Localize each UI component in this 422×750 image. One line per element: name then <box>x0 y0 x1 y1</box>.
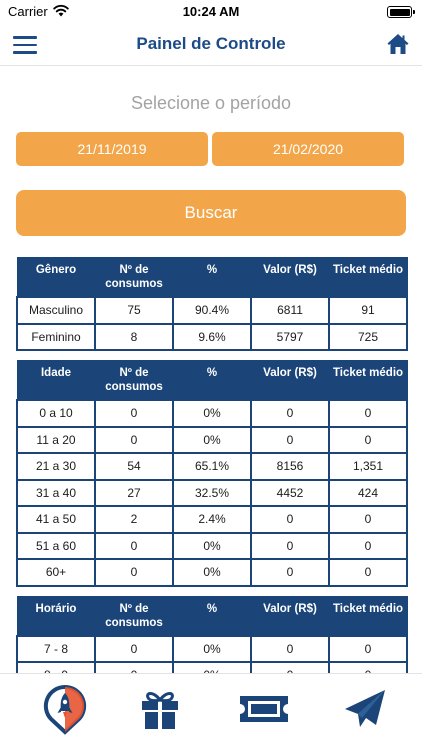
table-cell: 91 <box>329 297 407 324</box>
table-cell: 0% <box>173 636 251 663</box>
table-header: % <box>173 596 251 636</box>
table-cell: 725 <box>329 324 407 351</box>
table-cell: 0 a 10 <box>17 400 95 427</box>
table-cell: 0 <box>251 636 329 663</box>
table-row <box>17 427 407 454</box>
table-row <box>17 533 407 560</box>
table-cell: 0 <box>95 427 173 454</box>
table-cell: 0% <box>173 400 251 427</box>
table-cell: 0 <box>251 427 329 454</box>
start-date-button[interactable]: 21/11/2019 <box>16 132 208 166</box>
table-cell: 51 a 60 <box>17 533 95 560</box>
table-cell: 90.4% <box>173 297 251 324</box>
home-icon[interactable] <box>386 32 410 56</box>
table-cell: 0 <box>329 533 407 560</box>
table-cell: 0% <box>173 427 251 454</box>
table-header: Nº de consumos <box>95 596 173 636</box>
table-cell: Feminino <box>17 324 95 351</box>
table-cell: 0% <box>173 559 251 586</box>
table-header: Valor (R$) <box>251 596 329 636</box>
table-cell: 0 <box>329 636 407 663</box>
table-cell: 41 a 50 <box>17 506 95 533</box>
table-row <box>17 400 407 427</box>
table-header: Horário <box>17 596 95 636</box>
table-header: Nº de consumos <box>95 360 173 400</box>
table-cell: 54 <box>95 453 173 480</box>
table-cell: 0 <box>251 506 329 533</box>
table-row <box>17 559 407 586</box>
table-cell: 0 <box>251 400 329 427</box>
table-cell: 5797 <box>251 324 329 351</box>
table-cell: 8 <box>95 324 173 351</box>
tab-tickets[interactable] <box>239 684 289 734</box>
table-row <box>17 636 407 663</box>
table-header: Nº de consumos <box>95 257 173 297</box>
table-cell: 0% <box>173 533 251 560</box>
table-header: Valor (R$) <box>251 360 329 400</box>
table-header: Ticket médio <box>329 360 407 400</box>
clock-time: 10:24 AM <box>182 4 240 19</box>
table-row <box>17 297 407 324</box>
table-cell: 27 <box>95 480 173 507</box>
table-cell: 0 <box>329 400 407 427</box>
gift-icon <box>138 687 182 731</box>
carrier-label: Carrier <box>8 4 48 19</box>
reports-scroll-area[interactable] <box>16 257 406 673</box>
table-header: Valor (R$) <box>251 257 329 297</box>
ticket-icon <box>238 693 290 725</box>
table-cell: 4452 <box>251 480 329 507</box>
table-cell: 0 <box>95 400 173 427</box>
battery-icon <box>387 6 412 18</box>
table-header-row <box>17 596 407 636</box>
table-cell: 11 a 20 <box>17 427 95 454</box>
status-bar <box>0 0 422 24</box>
table-cell: 0 <box>329 427 407 454</box>
table-header: Ticket médio <box>329 257 407 297</box>
search-button[interactable]: Buscar <box>16 190 406 236</box>
table-cell: 21 a 30 <box>17 453 95 480</box>
table-header: Idade <box>17 360 95 400</box>
page-title: Painel de Controle <box>136 34 286 53</box>
table-cell: 60+ <box>17 559 95 586</box>
table-row <box>17 506 407 533</box>
table-header: Ticket médio <box>329 596 407 636</box>
table-cell: 0 <box>329 506 407 533</box>
table-cell: 65.1% <box>173 453 251 480</box>
table-cell: 0 <box>95 636 173 663</box>
tab-dashboard[interactable] <box>40 684 90 734</box>
table-cell: 1,351 <box>329 453 407 480</box>
table-row <box>17 453 407 480</box>
table-cell: 424 <box>329 480 407 507</box>
paper-plane-icon <box>343 687 387 731</box>
table-cell: 0 <box>251 559 329 586</box>
table-row <box>17 324 407 351</box>
gender-table <box>16 257 408 351</box>
table-cell: 9.6% <box>173 324 251 351</box>
table-cell: 32.5% <box>173 480 251 507</box>
table-cell: 0 <box>329 559 407 586</box>
table-cell: 31 a 40 <box>17 480 95 507</box>
table-cell: 0 <box>251 533 329 560</box>
table-cell: 6811 <box>251 297 329 324</box>
period-label: Selecione o período <box>130 93 292 113</box>
table-cell: 2.4% <box>173 506 251 533</box>
table-header: % <box>173 257 251 297</box>
table-header: Gênero <box>17 257 95 297</box>
table-cell: 7 - 8 <box>17 636 95 663</box>
table-header: % <box>173 360 251 400</box>
table-cell: 8156 <box>251 453 329 480</box>
age-table <box>16 360 408 587</box>
tab-bar <box>0 673 422 750</box>
table-cell: 0 <box>95 559 173 586</box>
table-cell: 0 <box>95 533 173 560</box>
nav-bar <box>0 24 422 66</box>
table-cell: 2 <box>95 506 173 533</box>
table-cell: 75 <box>95 297 173 324</box>
tab-rewards[interactable] <box>135 684 185 734</box>
table-cell: Masculino <box>17 297 95 324</box>
tab-send[interactable] <box>340 684 390 734</box>
table-header-row <box>17 257 407 297</box>
rocket-location-icon <box>42 684 88 734</box>
table-row <box>17 480 407 507</box>
end-date-button[interactable]: 21/02/2020 <box>212 132 404 166</box>
table-header-row <box>17 360 407 400</box>
